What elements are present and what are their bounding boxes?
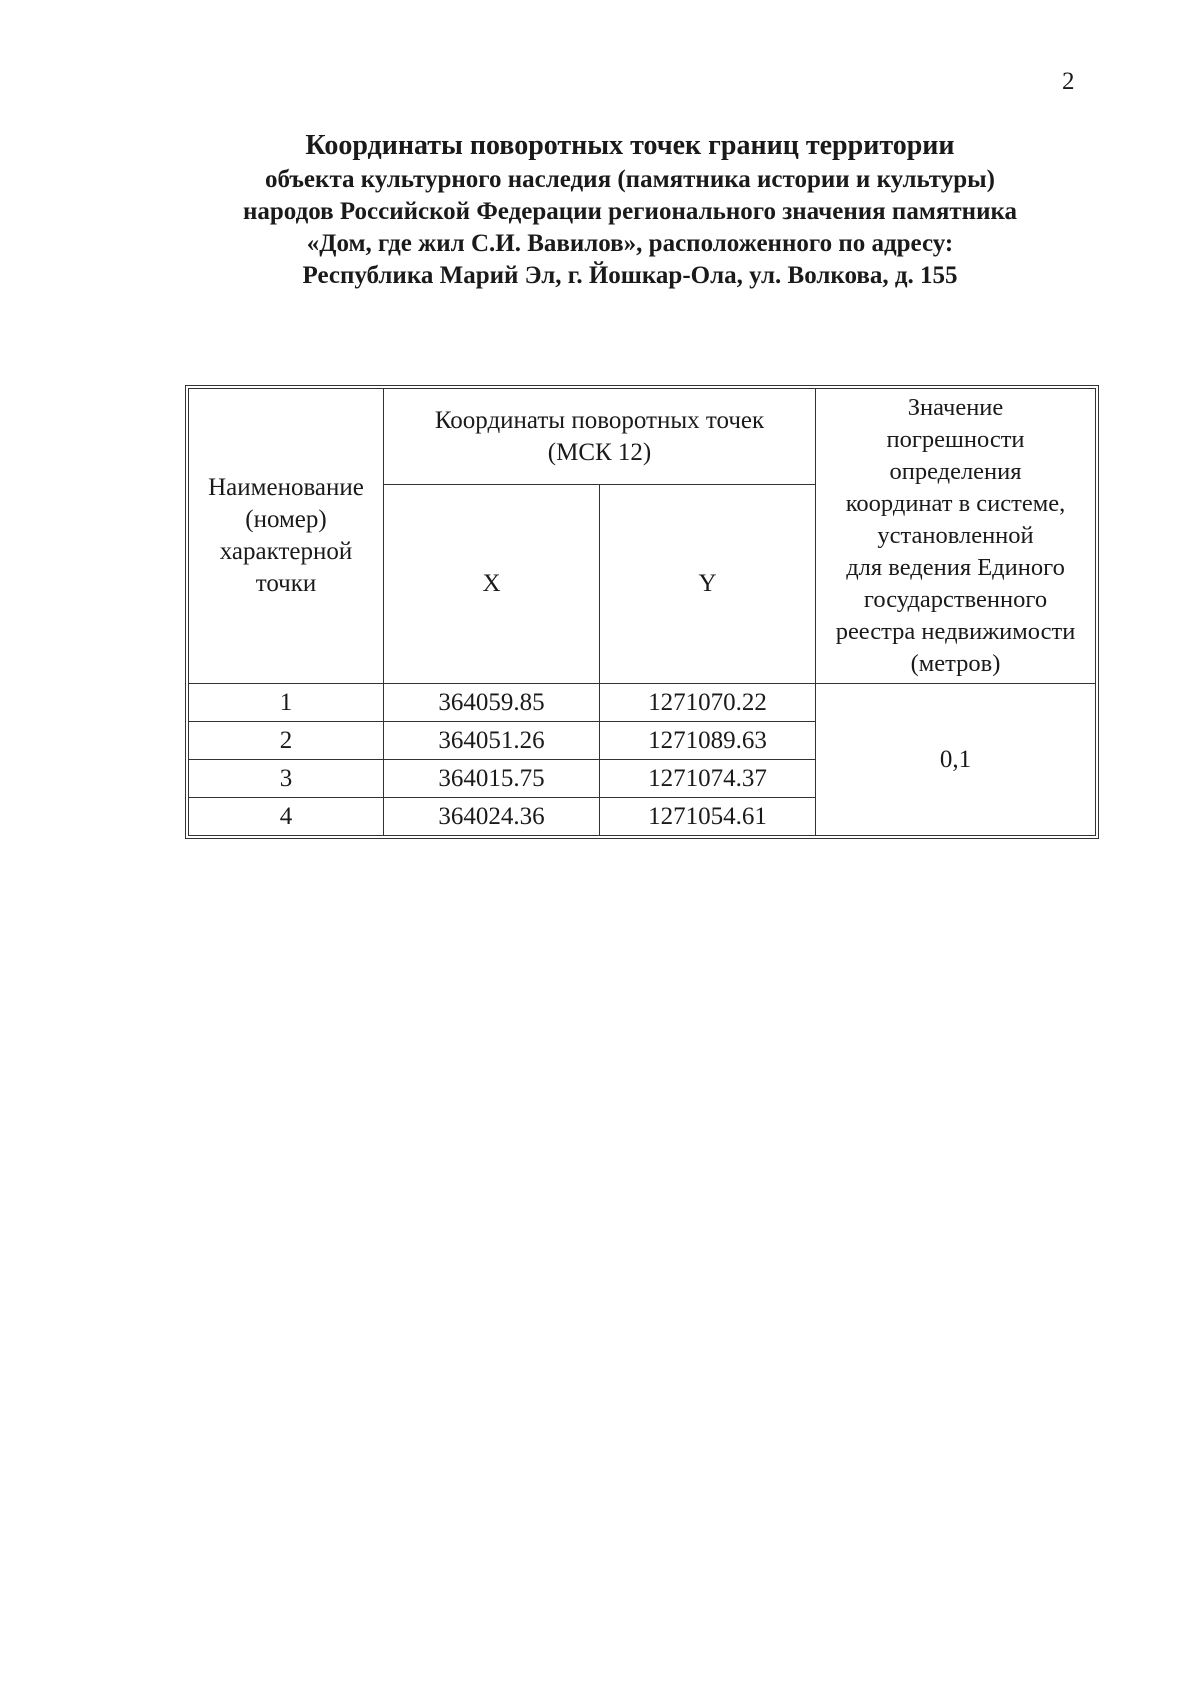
- cell-point-number: 1: [189, 684, 384, 722]
- header-text: Координаты поворотных точек: [434, 406, 765, 434]
- header-coordinates: [384, 389, 816, 485]
- cell-point-number: 2: [189, 722, 384, 760]
- cell-point-number: 3: [189, 760, 384, 798]
- cell-y: 1271074.37: [600, 760, 816, 798]
- title-line: народов Российской Федерации регионального значения памятника: [243, 198, 1017, 225]
- header-text: установленной: [877, 522, 1034, 549]
- header-text: реестра недвижимости: [835, 618, 1076, 645]
- header-text: государственного: [863, 586, 1048, 613]
- header-text: (МСК 12): [547, 438, 652, 466]
- title-line: Республика Марий Эл, г. Йошкар-Ола, ул. Волкова, д. 155: [302, 262, 958, 289]
- header-text: Наименование: [208, 474, 364, 501]
- cell-error-value: 0,1: [816, 684, 1096, 836]
- header-error-value: [816, 389, 1096, 684]
- document-title: [180, 128, 1080, 292]
- header-text: точки: [255, 570, 317, 597]
- title-line: «Дом, где жил С.И. Вавилов», расположенного по адресу:: [306, 230, 954, 257]
- header-text: определения: [889, 458, 1022, 485]
- header-x: X: [384, 485, 600, 684]
- header-y: Y: [600, 485, 816, 684]
- cell-x: 364015.75: [384, 760, 600, 798]
- header-text: погрешности: [886, 426, 1025, 453]
- cell-x: 364059.85: [384, 684, 600, 722]
- cell-y: 1271070.22: [600, 684, 816, 722]
- page-number: 2: [1062, 68, 1075, 95]
- table-row: [189, 684, 1096, 722]
- cell-x: 364051.26: [384, 722, 600, 760]
- header-point-name: [189, 389, 384, 684]
- cell-y: 1271054.61: [600, 798, 816, 836]
- header-text: (номер): [245, 506, 327, 533]
- header-text: координат в системе,: [845, 490, 1066, 517]
- title-line: Координаты поворотных точек границ территории: [305, 130, 955, 161]
- header-text: характерной: [219, 538, 353, 565]
- title-line: объекта культурного наследия (памятника истории и культуры): [264, 166, 995, 193]
- cell-point-number: 4: [189, 798, 384, 836]
- coordinates-table: [188, 388, 1096, 836]
- header-text: Значение: [907, 394, 1004, 421]
- header-text: (метров): [910, 650, 1001, 677]
- header-text: для ведения Единого: [846, 554, 1065, 581]
- cell-x: 364024.36: [384, 798, 600, 836]
- cell-y: 1271089.63: [600, 722, 816, 760]
